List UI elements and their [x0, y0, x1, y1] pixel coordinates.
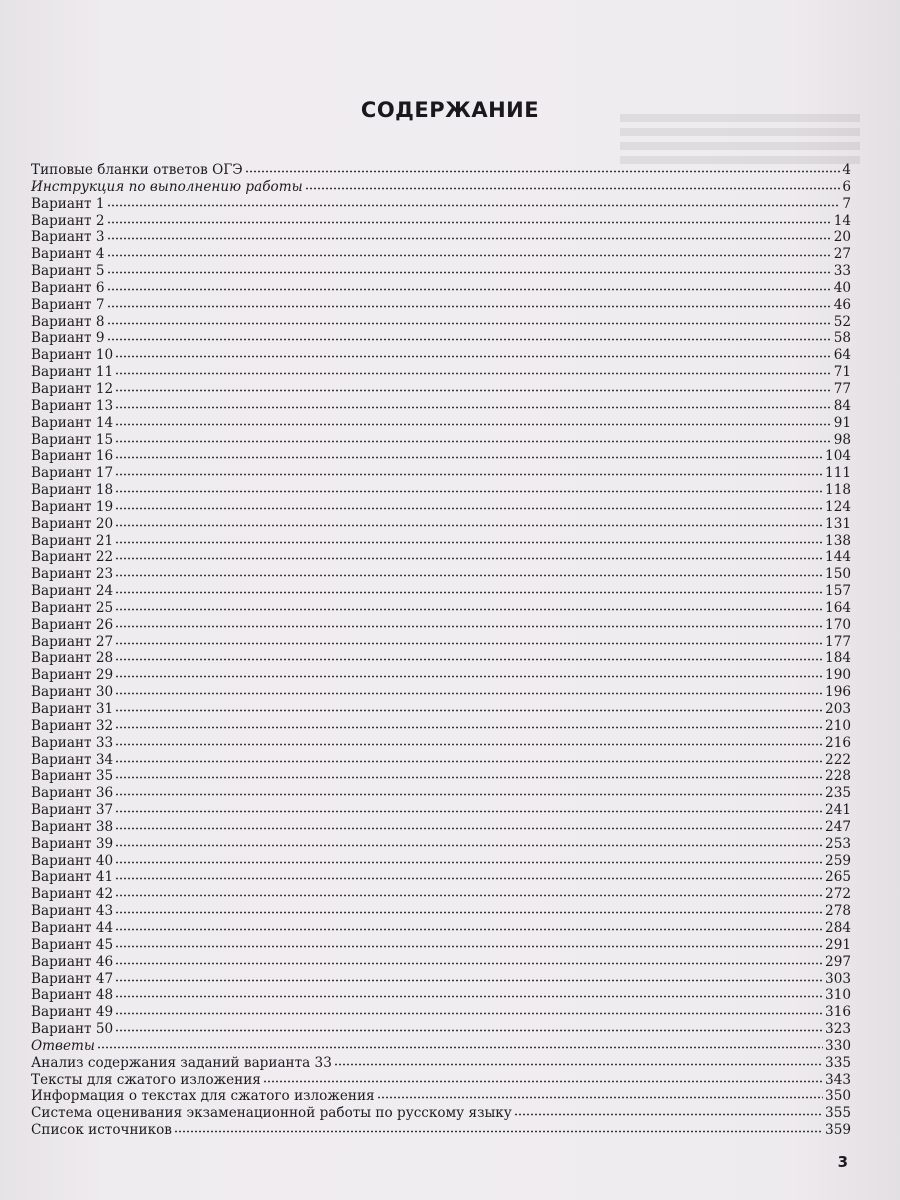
toc-entry-title: Вариант 9 [31, 330, 105, 347]
toc-entry-title: Ответы [31, 1037, 95, 1054]
dot-leader [115, 1003, 823, 1016]
toc-entry-page: 14 [833, 212, 851, 229]
dot-leader [115, 683, 823, 696]
toc-entry-title: Вариант 45 [31, 936, 114, 953]
toc-entry-page: 265 [825, 869, 851, 886]
dot-leader [115, 919, 823, 932]
dot-leader [115, 717, 823, 730]
toc-entry-title: Анализ содержания заданий варианта 33 [31, 1054, 332, 1071]
toc-entry [31, 212, 851, 229]
toc-entry-page: 118 [825, 482, 851, 499]
toc-entry [31, 599, 851, 616]
dot-leader [115, 818, 823, 831]
toc-entry-title: Вариант 49 [31, 1004, 114, 1021]
dot-leader [107, 296, 832, 309]
toc-entry-title: Вариант 6 [31, 279, 105, 296]
toc-entry [31, 1003, 851, 1020]
toc-entry [31, 481, 851, 498]
toc-entry-title: Вариант 28 [31, 650, 114, 667]
toc-entry-page: 222 [825, 751, 851, 768]
toc-entry [31, 919, 851, 936]
toc-entry-title: Вариант 11 [31, 364, 114, 381]
toc-entry-page: 33 [833, 263, 851, 280]
dot-leader [115, 801, 823, 814]
toc-entry-title: Информация о текстах для сжатого изложения [31, 1088, 375, 1105]
dot-leader [107, 212, 832, 225]
toc-entry-title: Вариант 25 [31, 599, 114, 616]
toc-entry [31, 414, 851, 431]
toc-entry-title: Вариант 26 [31, 616, 114, 633]
toc-entry [31, 262, 851, 279]
toc-entry-page: 196 [825, 684, 851, 701]
dot-leader [115, 582, 823, 595]
toc-entry [31, 649, 851, 666]
dot-leader [115, 431, 832, 444]
toc-entry [31, 700, 851, 717]
toc-entry-page: 84 [833, 397, 851, 414]
toc-entry-title: Вариант 12 [31, 380, 114, 397]
dot-leader [107, 245, 832, 258]
dot-leader [115, 885, 823, 898]
dot-leader [107, 195, 841, 208]
toc-entry [31, 683, 851, 700]
toc-entry-title: Вариант 37 [31, 802, 114, 819]
toc-entry-page: 98 [833, 431, 851, 448]
dot-leader [107, 279, 832, 292]
toc-entry [31, 767, 851, 784]
toc-entry-title: Вариант 39 [31, 835, 114, 852]
toc-entry [31, 582, 851, 599]
toc-entry-title: Вариант 32 [31, 717, 114, 734]
toc-entry-title: Вариант 47 [31, 970, 114, 987]
toc-entry-title: Вариант 1 [31, 195, 105, 212]
toc-entry [31, 1037, 851, 1054]
toc-entry-page: 330 [825, 1037, 851, 1054]
toc-entry [31, 666, 851, 683]
toc-entry-title: Вариант 15 [31, 431, 114, 448]
toc-entry [31, 329, 851, 346]
toc-entry-page: 71 [833, 364, 851, 381]
dot-leader [97, 1037, 823, 1050]
toc-entry-page: 177 [825, 633, 851, 650]
toc-entry [31, 195, 851, 212]
toc-entry [31, 447, 851, 464]
toc-entry-page: 170 [825, 616, 851, 633]
toc-entry-title: Инструкция по выполнению работы [31, 178, 303, 195]
toc-entry-page: 20 [833, 229, 851, 246]
toc-entry-title: Вариант 27 [31, 633, 114, 650]
toc-entry [31, 1104, 851, 1121]
toc-entry [31, 498, 851, 515]
toc-entry [31, 986, 851, 1003]
dot-leader [115, 616, 823, 629]
toc-entry-page: 272 [825, 886, 851, 903]
toc-entry-page: 190 [825, 667, 851, 684]
dot-leader [115, 936, 823, 949]
toc-entry-page: 184 [825, 650, 851, 667]
toc-entry-title: Вариант 7 [31, 296, 105, 313]
toc-entry-page: 259 [825, 852, 851, 869]
toc-entry [31, 161, 851, 178]
toc-entry-title: Вариант 18 [31, 482, 114, 499]
toc-entry [31, 397, 851, 414]
dot-leader [115, 599, 823, 612]
dot-leader [115, 784, 823, 797]
toc-entry-page: 291 [825, 936, 851, 953]
toc-entry-page: 40 [833, 279, 851, 296]
toc-entry-title: Вариант 38 [31, 818, 114, 835]
toc-entry [31, 1071, 851, 1088]
toc-entry-page: 111 [825, 465, 851, 482]
toc-entry-page: 77 [833, 380, 851, 397]
toc-entry-title: Вариант 4 [31, 246, 105, 263]
toc-entry-title: Вариант 46 [31, 953, 114, 970]
toc-entry-title: Вариант 8 [31, 313, 105, 330]
toc-entry-page: 64 [833, 347, 851, 364]
toc-entry-page: 6 [842, 178, 851, 195]
table-of-contents [31, 161, 851, 1138]
page-title: СОДЕРЖАНИЕ [360, 98, 540, 122]
dot-leader [115, 852, 823, 865]
toc-entry [31, 1054, 851, 1071]
toc-entry-title: Список источников [31, 1122, 172, 1139]
dot-leader [115, 481, 823, 494]
toc-entry [31, 363, 851, 380]
toc-entry-page: 228 [825, 768, 851, 785]
toc-entry-title: Вариант 29 [31, 667, 114, 684]
toc-entry [31, 616, 851, 633]
toc-entry-title: Вариант 5 [31, 263, 105, 280]
toc-entry [31, 565, 851, 582]
toc-entry-page: 91 [833, 414, 851, 431]
toc-entry [31, 515, 851, 532]
dot-leader [115, 986, 823, 999]
dot-leader [115, 515, 823, 528]
dot-leader [305, 178, 841, 191]
toc-entry-title: Вариант 31 [31, 701, 114, 717]
toc-entry-title: Вариант 10 [31, 347, 114, 364]
toc-entry-page: 27 [833, 246, 851, 263]
toc-entry-title: Система оценивания экзаменационной работы по русскому языку [31, 1105, 512, 1122]
toc-entry-title: Вариант 24 [31, 583, 114, 600]
page-number: 3 [837, 1153, 848, 1171]
toc-entry-title: Вариант 14 [31, 414, 114, 431]
dot-leader [115, 700, 823, 713]
dot-leader [107, 313, 832, 326]
toc-entry-page: 157 [825, 583, 851, 600]
toc-entry-title: Вариант 36 [31, 785, 114, 802]
toc-entry-title: Вариант 40 [31, 852, 114, 869]
toc-entry [31, 228, 851, 245]
toc-entry-title: Вариант 34 [31, 751, 114, 768]
toc-entry-page: 124 [825, 498, 851, 515]
toc-entry-page: 241 [825, 802, 851, 819]
dot-leader [115, 498, 823, 511]
toc-entry-title: Вариант 2 [31, 212, 105, 229]
toc-entry-title: Вариант 16 [31, 448, 114, 465]
toc-entry-title: Вариант 35 [31, 768, 114, 785]
toc-entry-page: 316 [825, 1004, 851, 1021]
dot-leader [115, 1020, 823, 1033]
toc-entry-page: 46 [833, 296, 851, 313]
dot-leader [115, 835, 823, 848]
dot-leader [115, 734, 823, 747]
toc-entry-title: Вариант 33 [31, 734, 114, 751]
dot-leader [115, 532, 823, 545]
toc-entry-title: Вариант 23 [31, 566, 114, 583]
toc-entry [31, 279, 851, 296]
dot-leader [115, 868, 823, 881]
toc-entry [31, 532, 851, 549]
dot-leader [174, 1121, 823, 1134]
dot-leader [514, 1104, 823, 1117]
dot-leader [115, 953, 823, 966]
toc-entry [31, 953, 851, 970]
dot-leader [115, 751, 823, 764]
toc-entry [31, 464, 851, 481]
toc-entry [31, 852, 851, 869]
toc-entry-title: Типовые бланки ответов ОГЭ [31, 162, 243, 178]
toc-entry [31, 633, 851, 650]
toc-entry-page: 235 [825, 785, 851, 802]
toc-entry-title: Вариант 41 [31, 869, 114, 886]
toc-entry [31, 313, 851, 330]
toc-entry-title: Вариант 17 [31, 465, 114, 482]
toc-entry-page: 253 [825, 835, 851, 852]
toc-entry [31, 868, 851, 885]
toc-entry-title: Вариант 44 [31, 919, 114, 936]
toc-entry [31, 970, 851, 987]
toc-entry [31, 835, 851, 852]
toc-entry [31, 296, 851, 313]
toc-entry-page: 278 [825, 903, 851, 920]
toc-entry-page: 350 [825, 1088, 851, 1105]
toc-entry-page: 203 [825, 701, 851, 717]
toc-entry-page: 359 [825, 1122, 851, 1139]
dot-leader [115, 363, 832, 376]
toc-entry [31, 885, 851, 902]
dot-leader [334, 1054, 823, 1067]
toc-entry-page: 138 [825, 532, 851, 549]
dot-leader [115, 548, 823, 561]
toc-entry-page: 144 [825, 549, 851, 566]
toc-entry [31, 784, 851, 801]
toc-entry [31, 178, 851, 195]
toc-entry [31, 431, 851, 448]
dot-leader [107, 228, 832, 241]
dot-leader [115, 649, 823, 662]
toc-entry-page: 323 [825, 1021, 851, 1038]
toc-entry [31, 902, 851, 919]
toc-entry-page: 284 [825, 919, 851, 936]
dot-leader [115, 767, 823, 780]
toc-entry-page: 104 [825, 448, 851, 465]
toc-entry-title: Вариант 21 [31, 532, 114, 549]
toc-entry [31, 1121, 851, 1138]
toc-entry-title: Вариант 22 [31, 549, 114, 566]
toc-entry-page: 343 [825, 1071, 851, 1088]
toc-entry [31, 717, 851, 734]
toc-entry [31, 346, 851, 363]
toc-entry-page: 7 [842, 195, 851, 212]
dot-leader [115, 666, 823, 679]
toc-entry [31, 245, 851, 262]
toc-entry-page: 131 [825, 515, 851, 532]
toc-entry [31, 818, 851, 835]
toc-entry [31, 751, 851, 768]
dot-leader [107, 262, 832, 275]
dot-leader [115, 346, 832, 359]
dot-leader [115, 970, 823, 983]
toc-entry-title: Вариант 48 [31, 987, 114, 1004]
toc-entry-title: Вариант 3 [31, 229, 105, 246]
toc-entry-page: 335 [825, 1054, 851, 1071]
toc-entry-page: 355 [825, 1105, 851, 1122]
toc-entry [31, 734, 851, 751]
toc-entry-title: Вариант 30 [31, 684, 114, 701]
dot-leader [263, 1071, 823, 1084]
toc-entry-title: Вариант 50 [31, 1021, 114, 1038]
toc-entry-page: 216 [825, 734, 851, 751]
dot-leader [115, 397, 832, 410]
toc-entry [31, 1020, 851, 1037]
toc-entry-title: Вариант 20 [31, 515, 114, 532]
dot-leader [377, 1087, 823, 1100]
toc-entry-title: Вариант 43 [31, 903, 114, 920]
toc-entry-page: 4 [842, 162, 851, 178]
toc-entry-title: Вариант 19 [31, 498, 114, 515]
dot-leader [115, 380, 832, 393]
dot-leader [115, 447, 823, 460]
toc-entry-page: 58 [833, 330, 851, 347]
toc-entry [31, 548, 851, 565]
toc-entry-page: 164 [825, 599, 851, 616]
toc-entry [31, 1087, 851, 1104]
toc-entry-page: 310 [825, 987, 851, 1004]
dot-leader [115, 414, 832, 427]
toc-entry [31, 801, 851, 818]
toc-entry-title: Вариант 42 [31, 886, 114, 903]
dot-leader [115, 633, 823, 646]
toc-entry-page: 210 [825, 717, 851, 734]
toc-entry-page: 52 [833, 313, 851, 330]
dot-leader [107, 329, 832, 342]
toc-entry [31, 936, 851, 953]
dot-leader [245, 161, 841, 174]
toc-entry [31, 380, 851, 397]
toc-entry-page: 297 [825, 953, 851, 970]
toc-entry-page: 150 [825, 566, 851, 583]
toc-entry-title: Вариант 13 [31, 397, 114, 414]
toc-entry-page: 303 [825, 970, 851, 987]
dot-leader [115, 565, 823, 578]
dot-leader [115, 902, 823, 915]
toc-entry-title: Тексты для сжатого изложения [31, 1071, 261, 1088]
toc-entry-page: 247 [825, 818, 851, 835]
dot-leader [115, 464, 823, 477]
